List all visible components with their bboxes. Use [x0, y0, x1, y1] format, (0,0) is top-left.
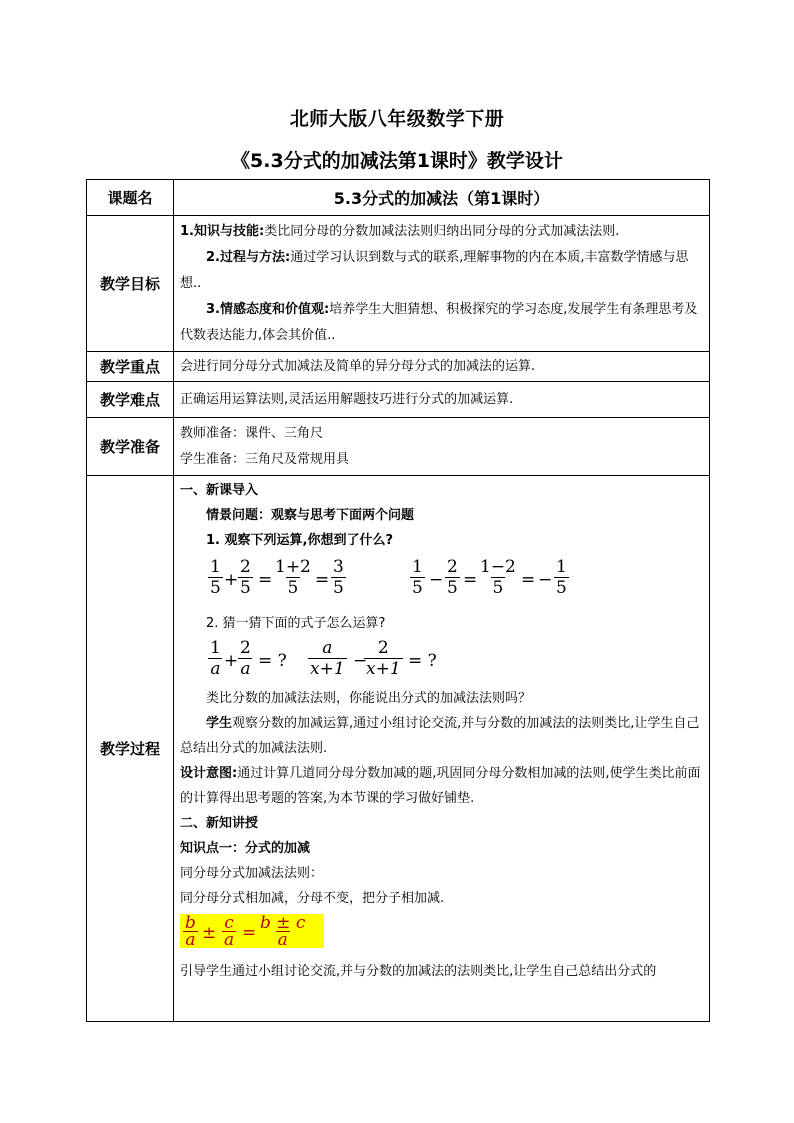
- equation-row-2: [180, 636, 705, 686]
- eq1-eq2: =: [315, 570, 330, 590]
- eq2-frac-b: 2 5: [447, 557, 458, 598]
- prep-label: 教学准备: [87, 418, 174, 476]
- difficulty-value: 正确运用运算法则,灵活运用解题技巧进行分式的加减运算.: [174, 382, 710, 418]
- eq4-frac-b: 2 x+1: [366, 638, 401, 679]
- table-row-goals: [87, 216, 710, 352]
- formula-frac-a: b a: [185, 913, 196, 950]
- topic-label: 课题名: [87, 180, 174, 216]
- eq3-frac-a: 1 a: [210, 638, 221, 679]
- key-label: 教学重点: [87, 352, 174, 382]
- eq3-frac-b: 2 a: [240, 638, 251, 679]
- equation-row-1: [180, 553, 705, 611]
- eq3-result: = ?: [258, 651, 287, 671]
- goal-3-lead: 3.情感态度和价值观:: [206, 302, 330, 317]
- eq2-op: −: [429, 570, 444, 590]
- prep-teacher: 教师准备：课件、三角尺: [180, 425, 324, 441]
- table-row-topic: [87, 180, 710, 216]
- document-subtitle: 《5.3分式的加减法第1课时》教学设计: [231, 150, 563, 172]
- eq1-frac-r: 3 5: [333, 557, 344, 598]
- formula-frac-b: c a: [224, 913, 235, 950]
- eq2-frac-a: 1 5: [412, 557, 423, 598]
- student-lead: 学生: [206, 716, 233, 731]
- table-row-key: [87, 352, 710, 382]
- rule-text: 同分母分式相加减，分母不变，把分子相加减.: [180, 891, 445, 906]
- formula-op: ±: [202, 923, 217, 943]
- section-1-heading: 一、新课导入: [180, 483, 259, 498]
- goals-label: 教学目标: [87, 216, 174, 352]
- intent-text: 通过计算几道同分母分数加减的题,巩固同分母分数相加减的法则,使学生类比前面的计算得出思考题的答案,为本节课的学习做好铺垫.: [180, 766, 701, 806]
- question-2: 2. 猜一猜下面的式子怎么运算?: [206, 616, 386, 631]
- prep-student: 学生准备：三角尺及常规用具: [180, 451, 350, 467]
- formula-frac-r: b ± c a: [260, 913, 306, 950]
- eq2-sign: −: [538, 570, 553, 590]
- process-label: 教学过程: [87, 476, 174, 1022]
- analogy-question: 类比分数的加减法法则，你能说出分式的加减法法则吗？: [206, 691, 532, 706]
- eq4-op: −: [353, 651, 368, 671]
- student-text: 观察分数的加减运算,通过小组讨论交流,并与分数的加减法的法则类比,让学生自己总结出分式的加减法法则.: [180, 716, 700, 756]
- process-content: [174, 476, 710, 1022]
- intent-lead: 设计意图:: [180, 766, 238, 781]
- goal-2-lead: 2.过程与方法:: [206, 250, 291, 265]
- eq1-eq1: =: [258, 570, 273, 590]
- eq4-result: = ?: [408, 651, 437, 671]
- question-1: 1. 观察下列运算,你想到了什么?: [206, 533, 393, 548]
- eq1-op: +: [224, 570, 239, 590]
- key-value: 会进行同分母分式加减法及简单的异分母分式的加减法的运算.: [174, 352, 710, 382]
- eq2-frac-r: 1 5: [556, 557, 567, 598]
- rule-title: 同分母分式加减法法则：: [180, 866, 324, 881]
- table-row-prep: [87, 418, 710, 476]
- table-row-process: [87, 476, 710, 1022]
- goals-content: [174, 216, 710, 352]
- eq2-eq2: =: [521, 570, 536, 590]
- eq1-frac-a: 1 5: [210, 557, 221, 598]
- guide-text: 引导学生通过小组讨论交流,并与分数的加减法的法则类比,让学生自己总结出分式的: [180, 964, 657, 979]
- topic-value: 5.3分式的加减法（第1课时）: [174, 180, 710, 216]
- eq2-eq1: =: [463, 570, 478, 590]
- eq2-frac-c: 1−2 5: [480, 557, 516, 598]
- formula-eq: =: [242, 923, 257, 943]
- lesson-plan-table: [86, 179, 710, 1022]
- goal-1-text: 类比同分母的分数加减法法则归纳出同分母的分式加减法法则.: [264, 224, 620, 239]
- goal-3-text: 培养学生大胆猜想、积极探究的学习态度,发展学生有条理思考及代数表达能力,体会其价值..: [180, 302, 698, 343]
- eq3-op: +: [224, 651, 239, 671]
- document-title: 北师大版八年级数学下册: [289, 108, 505, 130]
- scenario-text: 情景问题：观察与思考下面两个问题: [206, 508, 415, 523]
- eq4-frac-a: a x+1: [310, 638, 345, 679]
- eq1-frac-c: 1+2 5: [275, 557, 311, 598]
- difficulty-label: 教学难点: [87, 382, 174, 418]
- goal-1-lead: 1.知识与技能:: [180, 224, 265, 239]
- rule-formula: [180, 914, 324, 948]
- goal-2-text: 通过学习认识到数与式的联系,理解事物的内在本质,丰富数学情感与思想..: [180, 250, 689, 291]
- section-2-heading: 二、新知讲授: [180, 816, 259, 831]
- prep-content: [174, 418, 710, 476]
- table-row-difficulty: [87, 382, 710, 418]
- eq1-frac-b: 2 5: [240, 557, 251, 598]
- knowledge-point-1: 知识点一：分式的加减: [180, 841, 311, 856]
